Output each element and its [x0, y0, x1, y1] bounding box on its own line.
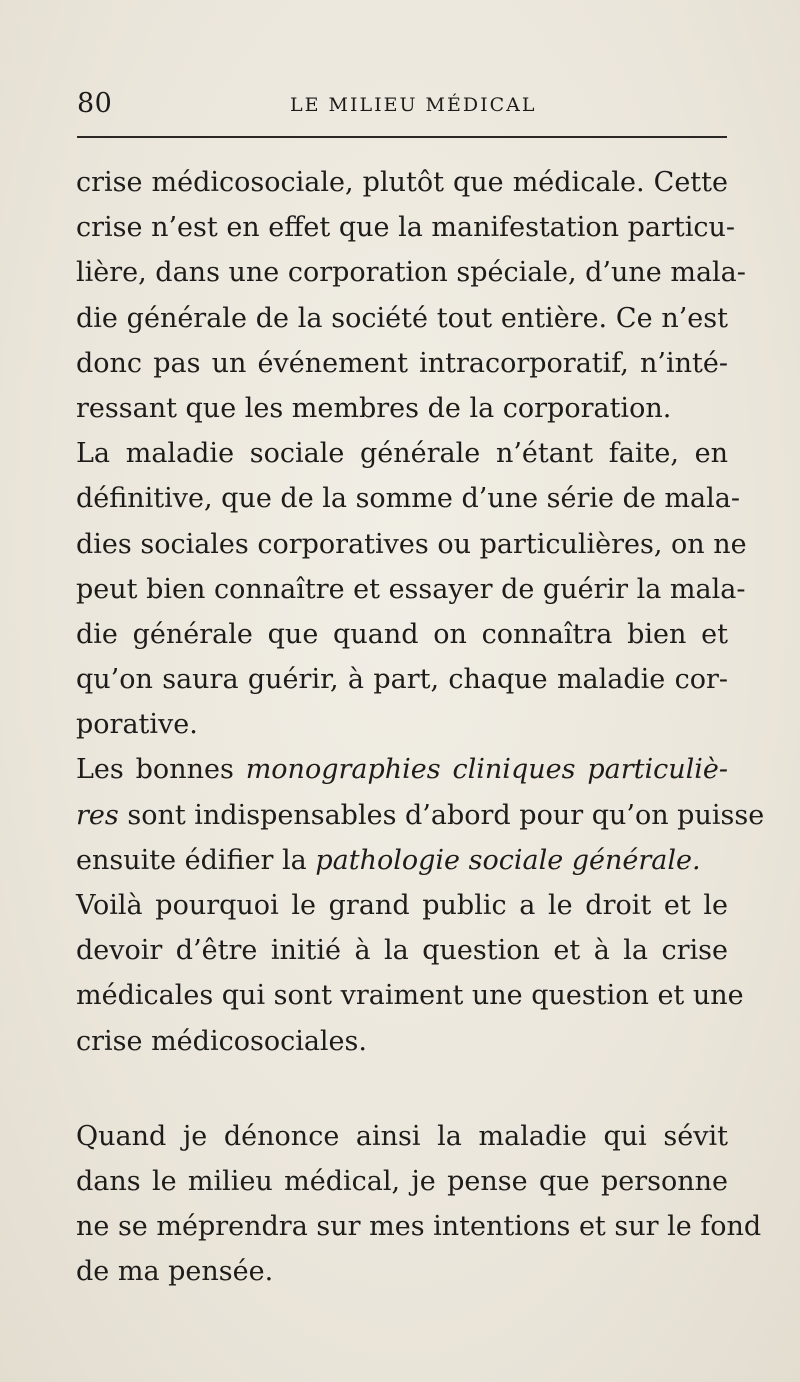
text-line: qu’on saura guérir, à part, chaque maladie cor- [76, 664, 728, 696]
text-line: Voilà pourquoi le grand public a le droit et le [76, 890, 728, 921]
text-line: dies sociales corporatives ou particulières, on ne [76, 528, 747, 560]
section-break [76, 1064, 728, 1114]
italic-run: monographies cliniques particuliè- [245, 754, 728, 786]
italic-run: res [76, 799, 119, 831]
header-rule [77, 136, 727, 138]
text-line: donc pas un événement intracorporatif, n’inté- [76, 347, 728, 379]
text-line: ne se méprendra sur mes intentions et sur le fond [76, 1211, 762, 1243]
text-line: de ma pensée. [76, 1256, 274, 1288]
text-line [76, 747, 728, 792]
paragraph-4 [76, 883, 744, 1064]
paragraph-2 [76, 431, 747, 747]
text-line: crise n’est en effet que la manifestation particu- [76, 212, 736, 244]
running-head [77, 88, 727, 122]
text-line [76, 838, 728, 883]
text-run: sont indispensables d’abord pour qu’on puisse [118, 799, 765, 831]
page-number: 80 [77, 88, 113, 119]
running-title: LE MILIEU MÉDICAL [290, 94, 537, 116]
text-line: crise médicosociale, plutôt que médicale. Cette [76, 167, 728, 198]
text-line [76, 793, 765, 838]
text-line: peut bien connaître et essayer de guérir la mala- [76, 573, 746, 605]
body-text [76, 160, 765, 1295]
paragraph-1 [76, 160, 746, 431]
text-line: die générale que quand on connaîtra bien et [76, 618, 728, 650]
text-line: devoir d’être initié à la question et à la crise [76, 935, 728, 967]
text-line: dans le milieu médical, je pense que personne [76, 1165, 728, 1197]
paragraph-5 [76, 1114, 762, 1295]
text-line: La maladie sociale générale n’étant faite, en [76, 438, 728, 470]
text-line: Quand je dénonce ainsi la maladie qui sévit [76, 1120, 728, 1152]
italic-run: pathologie sociale générale. [315, 844, 701, 876]
text-line: lière, dans une corporation spéciale, d’une mala- [76, 257, 746, 289]
paragraph-3 [76, 747, 765, 883]
text-line: médicales qui sont vraiment une question et une [76, 980, 744, 1012]
text-line: définitive, que de la somme d’une série de mala- [76, 483, 740, 515]
text-line: die générale de la société tout entière. Ce n’est [76, 302, 728, 334]
text-line: crise médicosociales. [76, 1025, 367, 1057]
text-line: ressant que les membres de la corporation. [76, 392, 672, 424]
text-run: Les bonnes [76, 754, 246, 786]
text-line: porative. [76, 709, 198, 741]
text-run: ensuite édifier la [76, 844, 316, 876]
